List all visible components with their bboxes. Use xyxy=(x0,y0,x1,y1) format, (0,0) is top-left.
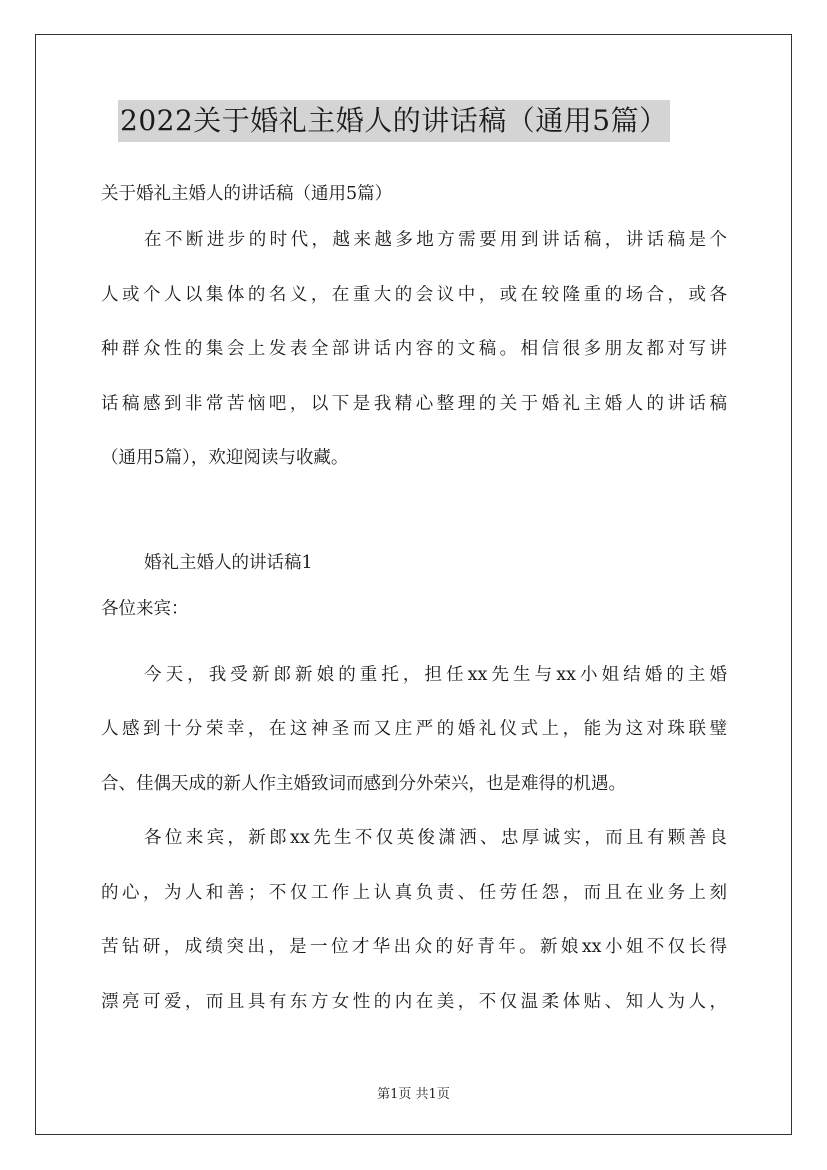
paragraph-line: 各位来宾，新郎xx先生不仅英俊潇洒、忠厚诚实，而且有颗善良 xyxy=(144,828,727,848)
paragraph-line: 合、佳偶天成的新人作主婚致词而感到分外荣兴，也是难得的机遇。 xyxy=(101,773,626,794)
page-number: 第1页 共1页 xyxy=(377,1087,450,1102)
paragraph-line: 漂亮可爱，而且具有东方女性的内在美，不仅温柔体贴、知人为人， xyxy=(101,991,727,1012)
document-subtitle: 关于婚礼主婚人的讲话稿（通用5篇） xyxy=(101,184,393,204)
paragraph-line: 苦钻研，成绩突出，是一位才华出众的好青年。新娘xx小姐不仅长得 xyxy=(101,937,727,957)
intro-line: 人或个人以集体的名义，在重大的会议中，或在较隆重的场合，或各 xyxy=(101,284,727,305)
intro-paragraph xyxy=(101,213,727,486)
document-title: 2022关于婚礼主婚人的讲话稿（通用5篇） xyxy=(118,100,670,142)
intro-line: 在不断进步的时代，越来越多地方需要用到讲话稿，讲话稿是个 xyxy=(144,230,727,250)
paragraph-line: 人感到十分荣幸，在这神圣而又庄严的婚礼仪式上，能为这对珠联璧 xyxy=(101,719,727,739)
blank-line xyxy=(101,486,727,540)
paragraph-line: 的心，为人和善；不仅工作上认真负责、任劳任怨，而且在业务上刻 xyxy=(101,882,727,903)
paragraph-2 xyxy=(101,811,727,1029)
intro-line: 种群众性的集会上发表全部讲话内容的文稿。相信很多朋友都对写讲 xyxy=(101,339,727,359)
intro-line: 话稿感到非常苦恼吧，以下是我精心整理的关于婚礼主婚人的讲话稿 xyxy=(101,393,727,414)
paragraph-line: 今天，我受新郎新娘的重托，担任xx先生与xx小姐结婚的主婚 xyxy=(144,664,727,685)
paragraph-1 xyxy=(101,648,727,812)
section-heading: 婚礼主婚人的讲话稿1 xyxy=(144,552,313,573)
document-body xyxy=(101,175,727,1029)
greeting: 各位来宾： xyxy=(101,598,189,619)
intro-line: （通用5篇），欢迎阅读与收藏。 xyxy=(101,448,349,468)
